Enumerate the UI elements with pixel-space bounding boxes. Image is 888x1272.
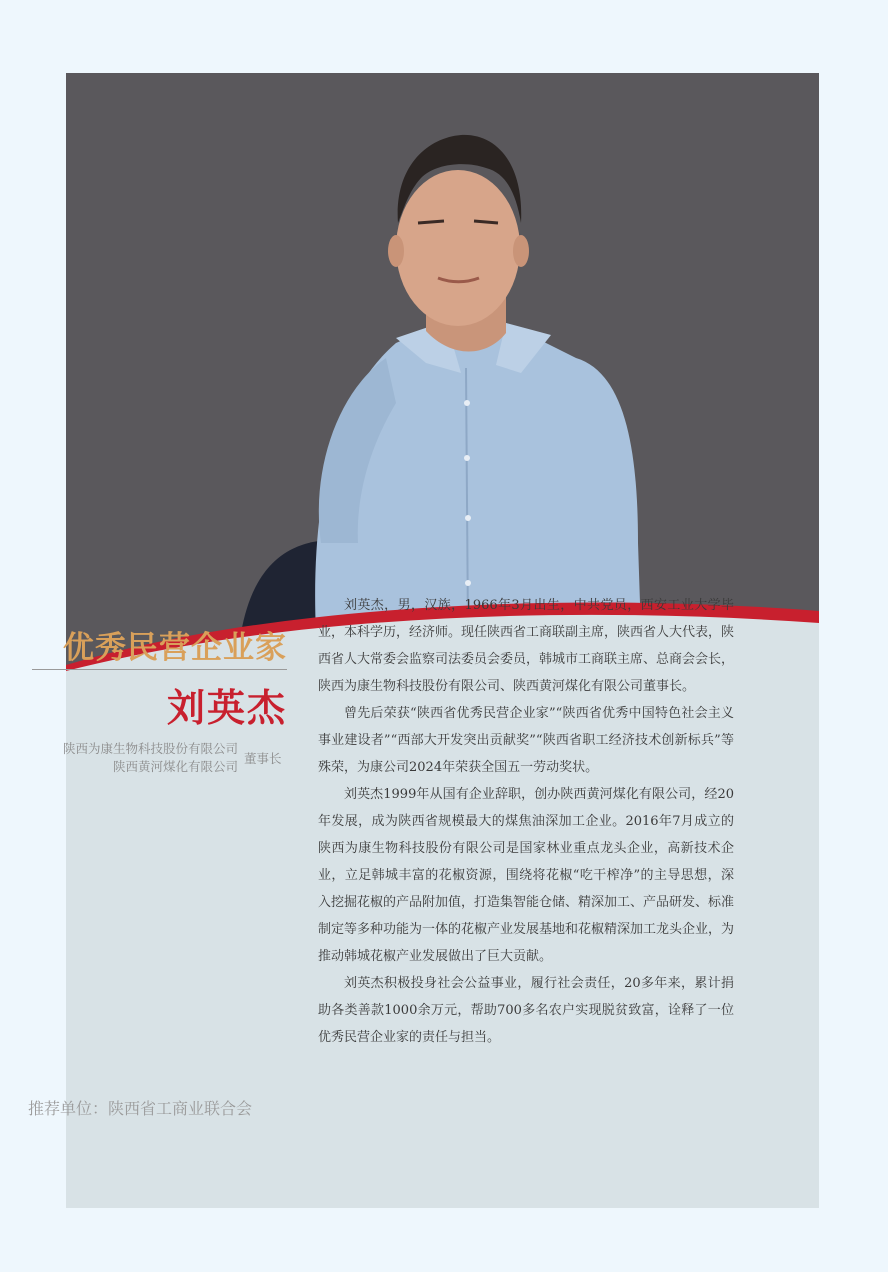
award-category: 优秀民营企业家 (63, 630, 287, 666)
company-list (30, 740, 238, 776)
bio-paragraph: 刘英杰积极投身社会公益事业，履行社会责任，20多年来，累计捐助各类善款1000余万元，帮助700多名农户实现脱贫致富，诠释了一位优秀民营企业家的责任与担当。 (318, 976, 734, 1045)
title-divider (32, 669, 287, 670)
company-name: 陕西黄河煤化有限公司 (112, 759, 238, 774)
recommending-unit: 推荐单位：陕西省工商业联合会 (28, 1099, 253, 1118)
company-name: 陕西为康生物科技股份有限公司 (62, 741, 238, 756)
job-title: 董事长 (244, 751, 282, 766)
bio-paragraph: 曾先后荣获“陕西省优秀民营企业家”“陕西省优秀中国特色社会主义事业建设者”“西部大开发突出贡献奖”“陕西省职工经济技术创新标兵”等殊荣，为康公司2024年荣获全国五一劳动奖状。 (318, 706, 734, 775)
bio-paragraph: 刘英杰，男，汉族，1966年3月出生，中共党员，西安工业大学毕业，本科学历，经济师。现任陕西省工商联副主席，陕西省人大代表，陕西省人大常委会监察司法委员会委员，韩城市工商联主席、总商会会长，陕西为康生物科技股份有限公司、陕西黄河煤化有限公司董事长。 (318, 598, 735, 694)
person-name: 刘英杰 (166, 685, 287, 730)
biography (318, 592, 734, 1051)
bio-paragraph: 刘英杰1999年从国有企业辞职，创办陕西黄河煤化有限公司，经20年发展，成为陕西省规模最大的煤焦油深加工企业。2016年7月成立的陕西为康生物科技股份有限公司是国家林业重点龙头企业，高新技术企业，立足韩城丰富的花椒资源，围绕将花椒“吃干榨净”的主导思想，深入挖掘花椒的产品附加值，打造集智能仓储、精深加工、产品研发、标准制定等多种功能为一体的花椒产业发展基地和花椒精深加工龙头企业，为推动韩城花椒产业发展做出了巨大贡献。 (318, 787, 735, 964)
